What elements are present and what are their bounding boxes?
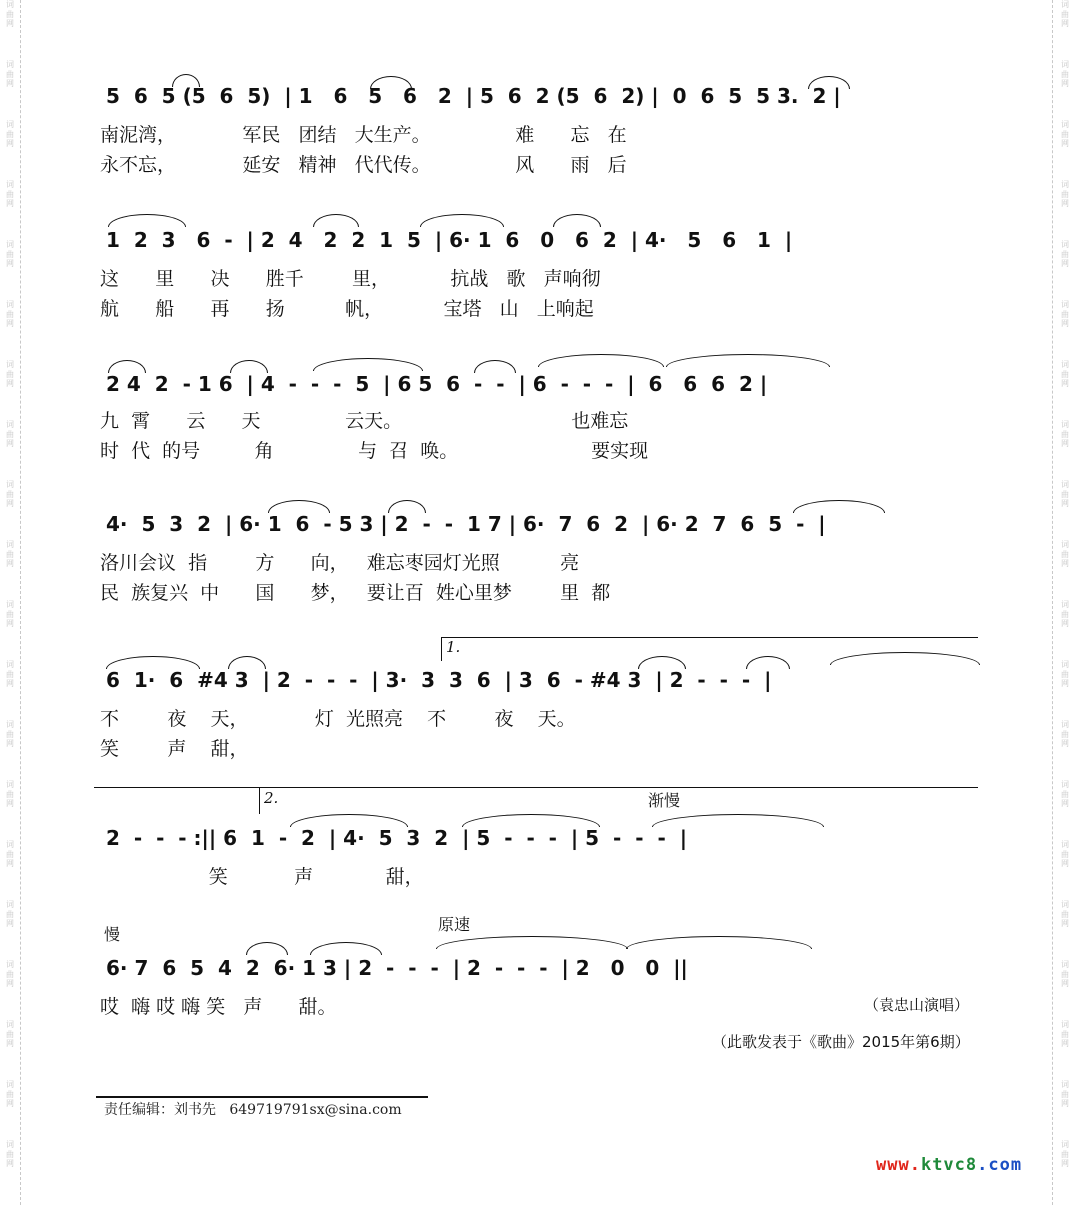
- left-border: [20, 0, 21, 1205]
- watermark-text: 词 曲 网: [1061, 600, 1069, 628]
- watermark-text: 词 曲 网: [6, 360, 14, 388]
- watermark-text: 词 曲 网: [6, 780, 14, 808]
- slur: [246, 942, 288, 955]
- notes-row-4: 4· 5 3 2 | 6· 1 6 - 5 3 | 2 - - 1 7 | 6· 7 6 2 | 6· 2 7 6 5 - |: [106, 512, 826, 536]
- editor-credit: 责任编辑：刘书先 649719791sx@sina.com: [104, 1102, 402, 1118]
- watermark-text: 词 曲 网: [1061, 60, 1069, 88]
- slur: [420, 214, 504, 227]
- watermark-text: 词 曲 网: [6, 1020, 14, 1048]
- watermark-text: 词 曲 网: [6, 240, 14, 268]
- lyric-row-2-verse-1: 这 里 决 胜千 里， 抗战 歌 声响彻: [100, 268, 601, 290]
- lyric-row-3-verse-1: 九 霄 云 天 云天。 也难忘: [100, 410, 629, 432]
- watermark-text: 词 曲 网: [1061, 660, 1069, 688]
- lyric-row-1-verse-2: 永不忘， 延安 精神 代代传。 风 雨 后: [100, 154, 627, 176]
- watermark-text: 词 曲 网: [1061, 1020, 1069, 1048]
- watermark-text: 词 曲 网: [1061, 300, 1069, 328]
- notes-row-7: 6· 7 6 5 4 2 6· 1 3 | 2 - - - | 2 - - - | 2 0 0 ||: [106, 956, 688, 980]
- watermark-text: 词 曲 网: [1061, 180, 1069, 208]
- volta-1-label: 1.: [446, 638, 461, 656]
- tempo-original: 原速: [438, 915, 471, 934]
- watermark-text: 词 曲 网: [1061, 840, 1069, 868]
- singer-credit: （袁忠山演唱）: [864, 996, 970, 1014]
- slur: [553, 214, 601, 227]
- watermark-text: 词 曲 网: [6, 660, 14, 688]
- watermark-text: 词 曲 网: [6, 1140, 14, 1168]
- right-border: [1052, 0, 1053, 1205]
- slur: [313, 214, 359, 227]
- publication-note: （此歌发表于《歌曲》2015年第6期）: [712, 1033, 970, 1051]
- notes-row-6: 2 - - - :|| 6 1 - 2 | 4· 5 3 2 | 5 - - - | 5 - - - |: [106, 826, 687, 850]
- lyric-row-4-verse-2: 民 族复兴 中 国 梦， 要让百 姓心里梦 里 都: [100, 582, 611, 604]
- lyric-row-2-verse-2: 航 船 再 扬 帆， 宝塔 山 上响起: [100, 298, 594, 320]
- watermark-text: 词 曲 网: [6, 540, 14, 568]
- tie: [626, 936, 812, 949]
- site-logo-part-2: ktvc8: [920, 1155, 978, 1175]
- notes-row-3: 2 4 2 - 1 6 | 4 - - - 5 | 6 5 6 - - | 6 - - - | 6 6 6 2 |: [106, 372, 768, 396]
- volta-1-bracket: [441, 637, 442, 661]
- lyric-row-3-verse-2: 时 代 的号 角 与 召 唤。 要实现: [100, 440, 649, 462]
- watermark-text: 词 曲 网: [6, 480, 14, 508]
- volta-2-bracket: [259, 788, 260, 814]
- watermark-text: 词 曲 网: [6, 300, 14, 328]
- watermark-right: [1058, 0, 1072, 1200]
- watermark-text: 词 曲 网: [6, 120, 14, 148]
- lyric-row-5-verse-1: 不 夜 天， 灯 光照亮 不 夜 天。: [100, 708, 576, 730]
- site-logo: [876, 1155, 1022, 1175]
- watermark-text: 词 曲 网: [6, 900, 14, 928]
- watermark-left: [3, 0, 17, 1200]
- watermark-text: 词 曲 网: [6, 60, 14, 88]
- watermark-text: 词 曲 网: [1061, 780, 1069, 808]
- lyric-row-6: 笑 声 甜，: [100, 866, 424, 888]
- lyric-row-1-verse-1: 南泥湾， 军民 团结 大生产。 难 忘 在: [100, 124, 627, 146]
- notes-row-1: 5 6 5 (5 6 5) | 1 6 5 6 2 | 5 6 2 (5 6 2) | 0 6 5 5 3. 2 |: [106, 84, 841, 108]
- slur: [313, 358, 423, 371]
- watermark-text: 词 曲 网: [6, 960, 14, 988]
- watermark-text: 词 曲 网: [1061, 960, 1069, 988]
- slur: [108, 214, 186, 227]
- notes-row-5: 6 1· 6 #4 3 | 2 - - - | 3· 3 3 6 | 3 6 - #4 3 | 2 - - - |: [106, 668, 772, 692]
- watermark-text: 词 曲 网: [1061, 120, 1069, 148]
- watermark-text: 词 曲 网: [1061, 240, 1069, 268]
- watermark-text: 词 曲 网: [1061, 0, 1069, 28]
- watermark-text: 词 曲 网: [6, 600, 14, 628]
- lyric-row-5-verse-2: 笑 声 甜，: [100, 738, 249, 760]
- watermark-text: 词 曲 网: [6, 420, 14, 448]
- site-logo-part-3: .com: [977, 1155, 1023, 1175]
- lyric-row-4-verse-1: 洛川会议 指 方 向， 难忘枣园灯光照 亮: [100, 552, 580, 574]
- watermark-text: 词 曲 网: [6, 180, 14, 208]
- watermark-text: 词 曲 网: [6, 720, 14, 748]
- watermark-text: 词 曲 网: [1061, 480, 1069, 508]
- slur: [310, 942, 382, 955]
- site-logo-part-1: www.: [876, 1155, 921, 1175]
- watermark-text: 词 曲 网: [1061, 360, 1069, 388]
- volta-2-label: 2.: [264, 789, 279, 807]
- volta-1-line: [442, 637, 978, 638]
- tie: [436, 936, 628, 949]
- watermark-text: 词 曲 网: [6, 0, 14, 28]
- tempo-rit: 渐慢: [648, 791, 681, 810]
- watermark-text: 词 曲 网: [1061, 720, 1069, 748]
- watermark-text: 词 曲 网: [1061, 1080, 1069, 1108]
- watermark-text: 词 曲 网: [1061, 540, 1069, 568]
- notes-row-2: 1 2 3 6 - | 2 4 2 2 1 5 | 6· 1 6 0 6 2 | 4· 5 6 1 |: [106, 228, 793, 252]
- tempo-slow: 慢: [104, 925, 121, 944]
- watermark-text: 词 曲 网: [1061, 1140, 1069, 1168]
- tie: [830, 652, 980, 665]
- row-6-top-rule: [94, 787, 978, 788]
- watermark-text: 词 曲 网: [6, 1080, 14, 1108]
- lyric-row-7: 哎 嗨 哎 嗨 笑 声 甜。: [100, 996, 337, 1018]
- watermark-text: 词 曲 网: [1061, 420, 1069, 448]
- tie: [666, 354, 830, 367]
- watermark-text: 词 曲 网: [6, 840, 14, 868]
- watermark-text: 词 曲 网: [1061, 900, 1069, 928]
- tie: [538, 354, 664, 367]
- editor-rule: [96, 1096, 428, 1098]
